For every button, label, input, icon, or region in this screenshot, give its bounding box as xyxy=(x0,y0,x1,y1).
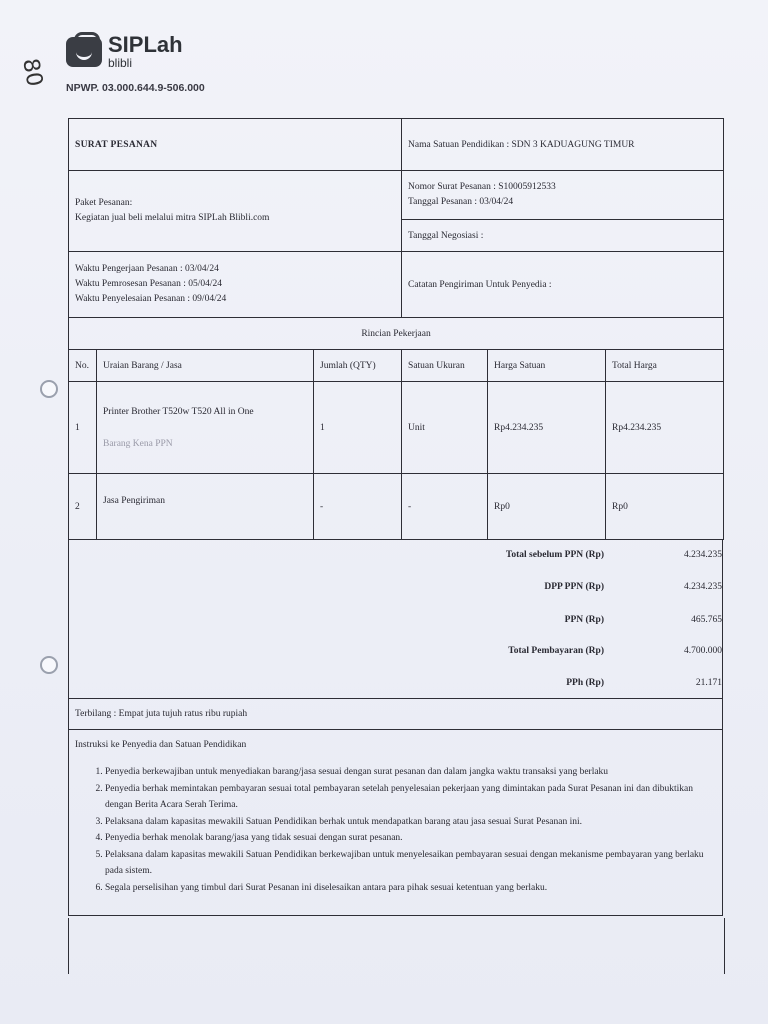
total-value: 4.234.235 xyxy=(684,550,722,560)
item-total: Rp0 xyxy=(606,474,724,540)
total-value: 4.700.000 xyxy=(684,646,722,656)
list-item: 6. Segala perselisihan yang timbul dari Surat Pesanan ini diselesaikan antara para pihak sesuai ketentuan yang berlaku. xyxy=(105,880,716,897)
list-item: 5. Pelaksana dalam kapasitas mewakili Satuan Pendidikan berkewajiban untuk menyelesaikan pembayaran sesuai dengan mekanisme pembayaran yang berlaku pada sistem. xyxy=(105,847,716,880)
nomor-surat: Nomor Surat Pesanan : S10005912533 xyxy=(408,182,556,192)
total-value: 21.171 xyxy=(695,678,722,688)
list-item: 2. Penyedia berhak memintakan pembayaran sesuai total pembayaran setelah penyelesaian pekerjaan yang dimintakan pada Surat Pesanan ini dan dibuktikan dengan Berita Acara Serah Terima. xyxy=(105,781,716,814)
column-header: Jumlah (QTY) xyxy=(314,350,402,382)
handwritten-mark: 80 xyxy=(17,56,47,89)
item-uraian xyxy=(97,382,314,474)
paket-value: Kegiatan jual beli melalui mitra SIPLah Blibli.com xyxy=(75,213,270,223)
item-qty: 1 xyxy=(314,382,402,474)
instruksi-title: Instruksi ke Penyedia dan Satuan Pendidikan xyxy=(75,740,247,750)
total-label: DPP PPN (Rp) xyxy=(544,582,604,592)
item-name: Printer Brother T520w T520 All in One xyxy=(103,406,254,417)
totals-section xyxy=(68,540,723,698)
waktu-pemrosesan: Waktu Pemrosesan Pesanan : 05/04/24 xyxy=(75,279,222,289)
siplah-logo xyxy=(66,34,183,69)
item-name: Jasa Pengiriman xyxy=(97,474,314,540)
instruksi-list xyxy=(75,764,716,896)
nomor-tanggal xyxy=(402,171,724,220)
item-total: Rp4.234.235 xyxy=(606,382,724,474)
column-header: Harga Satuan xyxy=(488,350,606,382)
tanggal-pesanan: Tanggal Pesanan : 03/04/24 xyxy=(408,197,514,207)
terbilang: Terbilang : Empat juta tujuh ratus ribu rupiah xyxy=(68,698,723,730)
list-item: 4. Penyedia berhak menolak barang/jasa yang tidak sesuai dengan surat pesanan. xyxy=(105,830,716,847)
total-label: Total sebelum PPN (Rp) xyxy=(505,550,604,560)
waktu-pengerjaan: Waktu Pengerjaan Pesanan : 03/04/24 xyxy=(75,264,219,274)
instruksi-section xyxy=(68,730,723,916)
catatan-pengiriman: Catatan Pengiriman Untuk Penyedia : xyxy=(402,252,724,318)
item-satuan: - xyxy=(402,474,488,540)
table-row xyxy=(69,474,724,540)
item-harga: Rp4.234.235 xyxy=(488,382,606,474)
brand-sub: blibli xyxy=(108,56,133,70)
item-harga: Rp0 xyxy=(488,474,606,540)
punch-hole-icon xyxy=(40,656,58,674)
paket-label: Paket Pesanan: xyxy=(75,198,133,208)
column-header: Total Harga xyxy=(606,350,724,382)
table-row xyxy=(69,382,724,474)
waktu-pesanan xyxy=(69,252,402,318)
list-item: 3. Pelaksana dalam kapasitas mewakili Satuan Pendidikan berhak untuk mendapatkan barang atau jasa sesuai Surat Pesanan ini. xyxy=(105,814,716,831)
brand-name: SIPLah xyxy=(108,32,183,57)
paket-pesanan xyxy=(69,171,402,252)
list-item: 1. Penyedia berkewajiban untuk menyediakan barang/jasa sesuai dengan surat pesanan dan dalam jangka waktu transaksi yang berlaku xyxy=(105,764,716,781)
npwp-number: NPWP. 03.000.644.9-506.000 xyxy=(66,82,205,94)
item-note: Barang Kena PPN xyxy=(103,438,173,449)
item-satuan: Unit xyxy=(402,382,488,474)
total-value: 465.765 xyxy=(691,615,722,625)
tanggal-negosiasi: Tanggal Negosiasi : xyxy=(402,220,724,252)
table-header-row xyxy=(69,350,724,382)
document-title: SURAT PESANAN xyxy=(69,119,402,171)
total-value: 4.234.235 xyxy=(684,582,722,592)
shopping-bag-icon xyxy=(66,37,102,67)
total-label: PPh (Rp) xyxy=(566,678,604,688)
column-header: No. xyxy=(69,350,97,382)
item-no: 2 xyxy=(69,474,97,540)
column-header: Uraian Barang / Jasa xyxy=(97,350,314,382)
total-label: Total Pembayaran (Rp) xyxy=(508,646,604,656)
item-qty: - xyxy=(314,474,402,540)
order-form xyxy=(68,118,723,916)
rincian-title: Rincian Pekerjaan xyxy=(69,318,724,350)
header-table xyxy=(68,118,724,540)
total-label: PPN (Rp) xyxy=(564,615,604,625)
signature-area-frame xyxy=(68,918,725,974)
column-header: Satuan Ukuran xyxy=(402,350,488,382)
item-no: 1 xyxy=(69,382,97,474)
satuan-pendidikan: Nama Satuan Pendidikan : SDN 3 KADUAGUNG TIMUR xyxy=(402,119,724,171)
punch-hole-icon xyxy=(40,380,58,398)
waktu-penyelesaian: Waktu Penyelesaian Pesanan : 09/04/24 xyxy=(75,294,227,304)
